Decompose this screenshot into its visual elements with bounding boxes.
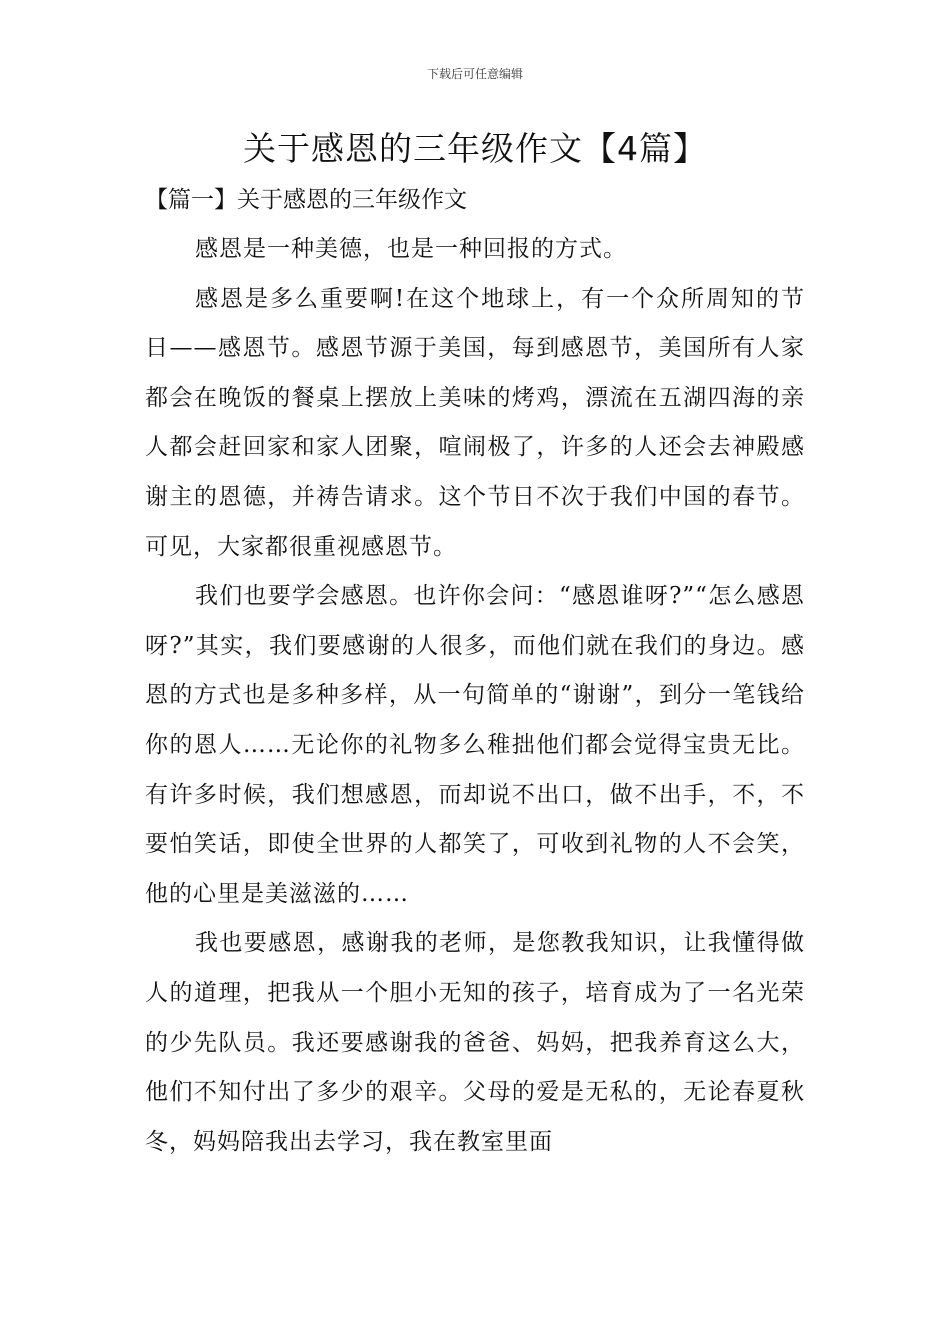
header-note: 下载后可任意编辑 — [426, 67, 523, 81]
paragraph-2: 感恩是多么重要啊!在这个地球上，有一个众所周知的节日——感恩节。感恩节源于美国，每到感恩节，美国所有人家都会在晚饭的餐桌上摆放上美味的烤鸡，漂流在五湖四海的亲人都会赶回家和家人团聚，喧闹极了，许多的人还会去神殿感谢主的恩德，并祷告请求。这个节日不次于我们中国的春节。可见，大家都很重视感恩节。 — [145, 285, 805, 560]
paragraph-1: 感恩是一种美德，也是一种回报的方式。 — [195, 236, 627, 262]
paragraph-4: 我也要感恩，感谢我的老师，是您教我知识，让我懂得做人的道理，把我从一个胆小无知的孩子，培育成为了一名光荣的少先队员。我还要感谢我的爸爸、妈妈，把我养育这么大，他们不知付出了多少的艰辛。父母的爱是无私的，无论春夏秋冬，妈妈陪我出去学习，我在教室里面 — [145, 930, 805, 1155]
paragraph-3: 我们也要学会感恩。也许你会问：“感恩谁呀?”“怎么感恩呀?”其实，我们要感谢的人很多，而他们就在我们的身边。感恩的方式也是多种多样，从一句简单的“谢谢”，到分一笔钱给你的恩人……无论你的礼物多么稚拙他们都会觉得宝贵无比。有许多时候，我们想感恩，而却说不出口，做不出手，不，不要怕笑话，即使全世界的人都笑了，可收到礼物的人不会笑，他的心里是美滋滋的…… — [145, 583, 805, 907]
document-body — [145, 175, 805, 1167]
page-title: 关于感恩的三年级作文【4篇】 — [243, 129, 707, 168]
section-heading: 【篇一】关于感恩的三年级作文 — [145, 187, 467, 213]
